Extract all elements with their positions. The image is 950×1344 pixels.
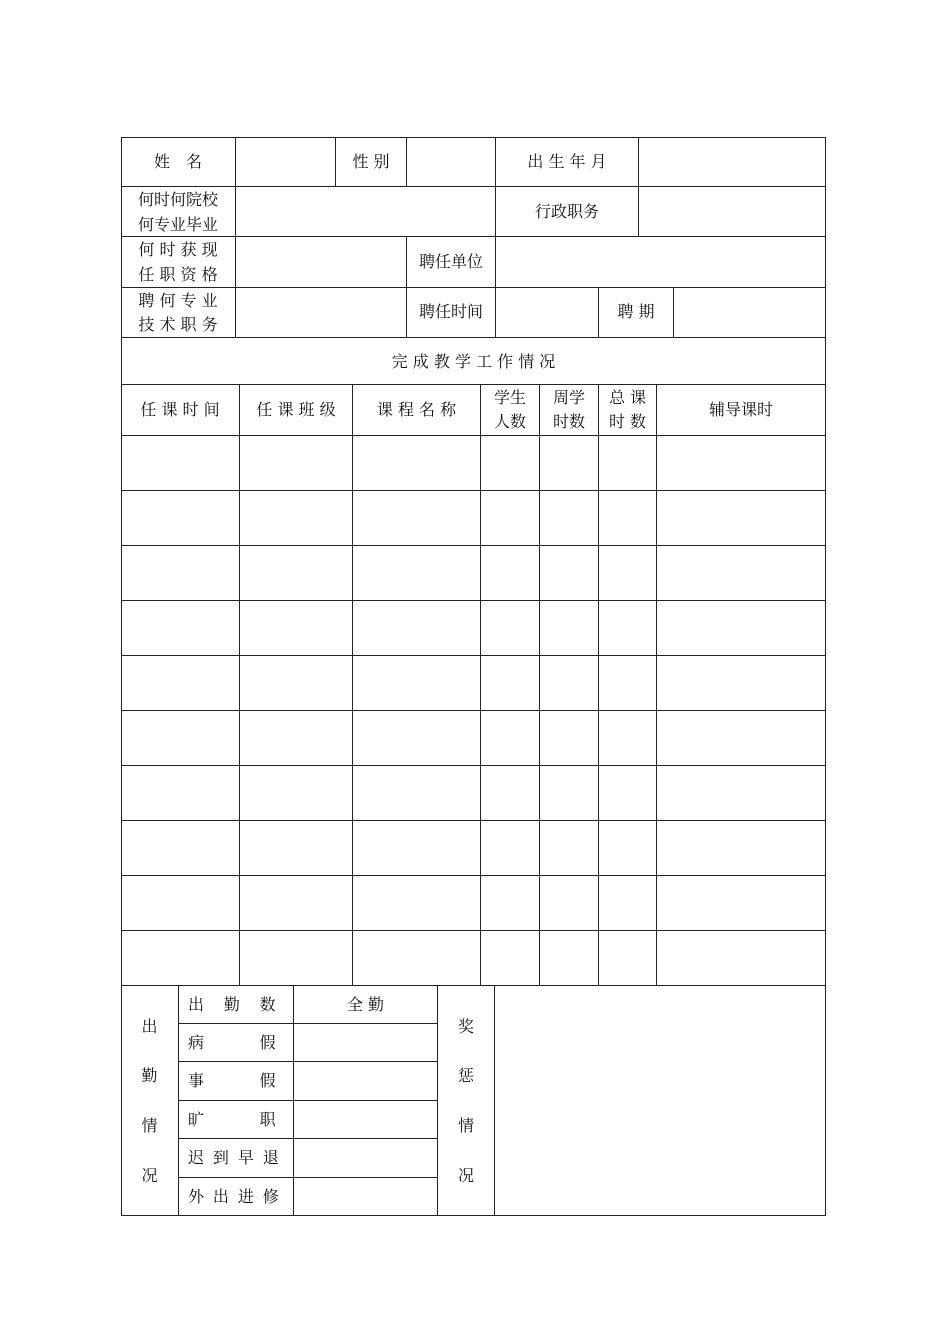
tech-post-label-line2: 技 术 职 务 xyxy=(138,315,218,334)
teaching-cell-tutoring[interactable] xyxy=(657,931,825,985)
teaching-cell-time[interactable] xyxy=(122,436,239,490)
employer-label: 聘任单位 xyxy=(418,252,483,271)
teaching-cell-students[interactable] xyxy=(481,601,539,655)
teaching-cell-time[interactable] xyxy=(122,656,239,710)
teaching-cell-tutoring[interactable] xyxy=(657,491,825,545)
teaching-cell-students[interactable] xyxy=(481,711,539,765)
rewards-title-char: 奖 xyxy=(457,1017,474,1036)
teaching-cell-class[interactable] xyxy=(240,436,352,490)
gender-field[interactable] xyxy=(407,138,495,186)
teaching-cell-weekly[interactable] xyxy=(540,436,598,490)
teaching-cell-tutoring[interactable] xyxy=(657,876,825,930)
attendance-label-late: 迟 到 早 退 xyxy=(188,1148,281,1167)
attendance-title-char: 勤 xyxy=(141,1066,158,1085)
col-header-time: 任 课 时 间 xyxy=(140,400,220,419)
teaching-cell-class[interactable] xyxy=(240,876,352,930)
gender-label: 性 别 xyxy=(352,152,390,171)
teaching-cell-course[interactable] xyxy=(353,766,480,820)
name-field[interactable] xyxy=(236,138,335,186)
teaching-cell-course[interactable] xyxy=(353,876,480,930)
graduation-field[interactable] xyxy=(236,187,495,236)
hire-time-label: 聘任时间 xyxy=(418,302,483,321)
attendance-title-char: 情 xyxy=(141,1116,158,1135)
attendance-value-personal[interactable] xyxy=(294,1062,437,1100)
col-header-total-line1: 总 课 xyxy=(608,388,647,407)
teaching-cell-time[interactable] xyxy=(122,711,239,765)
teaching-cell-weekly[interactable] xyxy=(540,766,598,820)
teaching-cell-total[interactable] xyxy=(599,546,656,600)
teaching-cell-course[interactable] xyxy=(353,436,480,490)
teaching-cell-time[interactable] xyxy=(122,601,239,655)
birth-date-field[interactable] xyxy=(639,138,825,186)
teaching-cell-tutoring[interactable] xyxy=(657,656,825,710)
attendance-value-training[interactable] xyxy=(294,1178,437,1215)
teaching-cell-total[interactable] xyxy=(599,436,656,490)
teaching-cell-class[interactable] xyxy=(240,821,352,875)
teaching-cell-weekly[interactable] xyxy=(540,601,598,655)
teaching-cell-time[interactable] xyxy=(122,931,239,985)
teaching-cell-weekly[interactable] xyxy=(540,656,598,710)
name-label: 姓 名 xyxy=(153,152,202,171)
teaching-cell-total[interactable] xyxy=(599,656,656,710)
teaching-cell-weekly[interactable] xyxy=(540,546,598,600)
graduation-label-line2: 何专业毕业 xyxy=(137,215,218,234)
rewards-title-char: 情 xyxy=(457,1116,474,1135)
col-header-students-line1: 学生 xyxy=(493,388,526,407)
attendance-label-sick: 病 假 xyxy=(188,1033,278,1052)
teaching-cell-class[interactable] xyxy=(240,711,352,765)
teaching-cell-tutoring[interactable] xyxy=(657,766,825,820)
teaching-cell-course[interactable] xyxy=(353,546,480,600)
attendance-value-sick[interactable] xyxy=(294,1024,437,1061)
teaching-cell-students[interactable] xyxy=(481,656,539,710)
attendance-label-absent: 旷 职 xyxy=(188,1110,278,1129)
qualification-field[interactable] xyxy=(236,237,406,287)
teaching-cell-tutoring[interactable] xyxy=(657,601,825,655)
tech-post-field[interactable] xyxy=(236,288,406,337)
teaching-cell-class[interactable] xyxy=(240,656,352,710)
teaching-cell-total[interactable] xyxy=(599,766,656,820)
teaching-cell-weekly[interactable] xyxy=(540,876,598,930)
teaching-cell-tutoring[interactable] xyxy=(657,711,825,765)
teaching-cell-students[interactable] xyxy=(481,821,539,875)
teaching-cell-class[interactable] xyxy=(240,491,352,545)
birth-date-label: 出 生 年 月 xyxy=(527,152,607,171)
teaching-cell-class[interactable] xyxy=(240,931,352,985)
attendance-label-training: 外 出 进 修 xyxy=(188,1187,281,1206)
teaching-cell-time[interactable] xyxy=(122,876,239,930)
teaching-cell-students[interactable] xyxy=(481,491,539,545)
teaching-cell-class[interactable] xyxy=(240,601,352,655)
rewards-field[interactable] xyxy=(495,986,825,1215)
col-header-weekly-line2: 时数 xyxy=(552,412,585,431)
teaching-cell-class[interactable] xyxy=(240,766,352,820)
teaching-cell-course[interactable] xyxy=(353,656,480,710)
teaching-cell-weekly[interactable] xyxy=(540,491,598,545)
admin-post-field[interactable] xyxy=(639,187,825,236)
attendance-value-absent[interactable] xyxy=(294,1101,437,1138)
col-header-students-line2: 人数 xyxy=(493,412,526,431)
hire-term-field[interactable] xyxy=(674,288,825,337)
divider xyxy=(121,384,826,385)
hire-time-field[interactable] xyxy=(496,288,598,337)
divider xyxy=(121,337,826,338)
teaching-cell-students[interactable] xyxy=(481,931,539,985)
col-header-total-line2: 时 数 xyxy=(608,412,647,431)
attendance-label-present: 出 勤 数 xyxy=(188,995,278,1014)
teaching-cell-weekly[interactable] xyxy=(540,821,598,875)
hire-term-label: 聘 期 xyxy=(617,302,655,321)
col-header-weekly-line1: 周学 xyxy=(552,388,585,407)
attendance-title-char: 况 xyxy=(141,1166,158,1185)
teaching-cell-time[interactable] xyxy=(122,821,239,875)
teaching-cell-course[interactable] xyxy=(353,711,480,765)
teaching-cell-total[interactable] xyxy=(599,491,656,545)
teaching-cell-students[interactable] xyxy=(481,876,539,930)
teaching-cell-course[interactable] xyxy=(353,821,480,875)
teaching-cell-total[interactable] xyxy=(599,601,656,655)
attendance-title-char: 出 xyxy=(141,1017,158,1036)
teaching-cell-course[interactable] xyxy=(353,601,480,655)
teaching-section-title: 完 成 教 学 工 作 情 况 xyxy=(391,352,556,371)
teaching-cell-total[interactable] xyxy=(599,711,656,765)
attendance-label-personal: 事 假 xyxy=(188,1071,278,1090)
teaching-cell-course[interactable] xyxy=(353,931,480,985)
teaching-cell-students[interactable] xyxy=(481,546,539,600)
col-header-course: 课 程 名 称 xyxy=(376,400,457,419)
admin-post-label: 行政职务 xyxy=(534,202,599,221)
tech-post-label-line1: 聘 何 专 业 xyxy=(138,291,218,310)
teaching-cell-class[interactable] xyxy=(240,546,352,600)
graduation-label-line1: 何时何院校 xyxy=(137,190,218,209)
teaching-cell-total[interactable] xyxy=(599,821,656,875)
teaching-cell-tutoring[interactable] xyxy=(657,436,825,490)
teaching-cell-weekly[interactable] xyxy=(540,711,598,765)
teaching-cell-tutoring[interactable] xyxy=(657,546,825,600)
teaching-cell-time[interactable] xyxy=(122,766,239,820)
rewards-title-char: 惩 xyxy=(457,1066,474,1085)
qualification-label-line2: 任 职 资 格 xyxy=(138,265,218,284)
teaching-cell-tutoring[interactable] xyxy=(657,821,825,875)
teaching-cell-total[interactable] xyxy=(599,876,656,930)
teaching-cell-total[interactable] xyxy=(599,931,656,985)
teaching-cell-course[interactable] xyxy=(353,491,480,545)
attendance-value-present[interactable]: 全 勤 xyxy=(346,995,385,1014)
rewards-title-char: 况 xyxy=(457,1166,474,1185)
employer-field[interactable] xyxy=(496,237,825,287)
qualification-label-line1: 何 时 获 现 xyxy=(138,240,218,259)
teaching-cell-students[interactable] xyxy=(481,766,539,820)
attendance-value-late[interactable] xyxy=(294,1139,437,1177)
teaching-cell-time[interactable] xyxy=(122,546,239,600)
teaching-cell-students[interactable] xyxy=(481,436,539,490)
col-header-class: 任 课 班 级 xyxy=(256,400,336,419)
teaching-cell-weekly[interactable] xyxy=(540,931,598,985)
col-header-tutoring: 辅导课时 xyxy=(708,400,773,419)
teaching-cell-time[interactable] xyxy=(122,491,239,545)
